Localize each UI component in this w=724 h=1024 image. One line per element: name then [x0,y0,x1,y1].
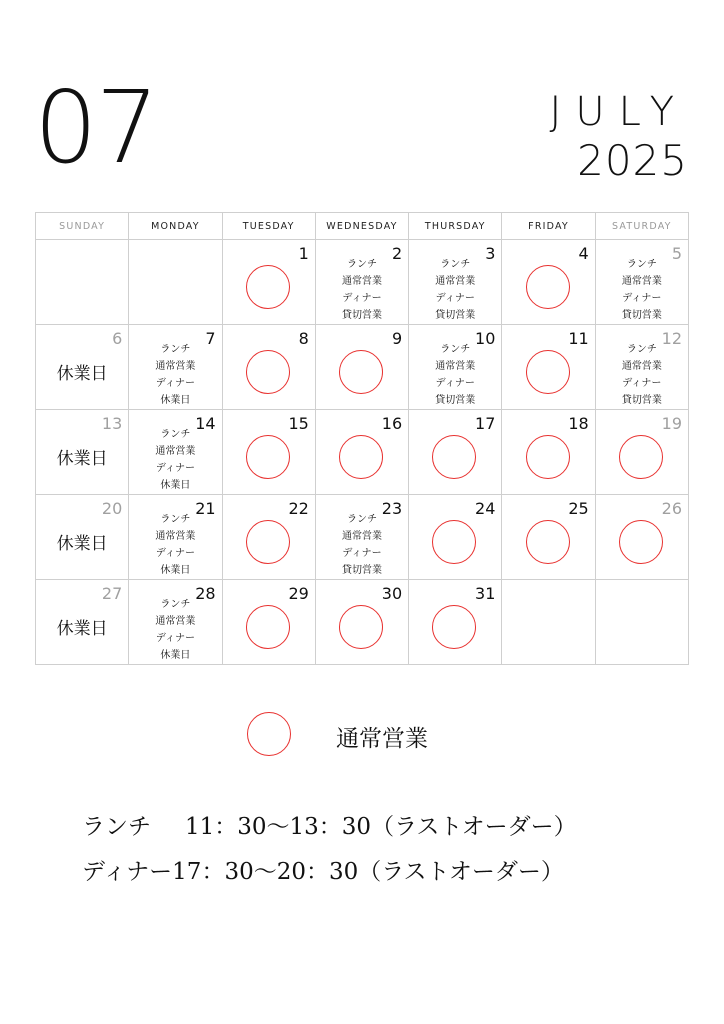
open-day-circle-icon [526,435,570,479]
closed-day-label: 休業日 [56,364,108,384]
day-cell-20 [36,495,129,580]
day-cell-23 [315,495,408,580]
closed-day-label: 休業日 [56,449,108,469]
open-day-circle-icon [246,435,290,479]
day-note-line: ランチ [160,599,191,610]
day-note-line: ディナー [155,378,196,389]
day-number: 26 [661,499,682,518]
day-number: 1 [298,244,309,263]
month-number: 07 [34,69,158,186]
day-cell-22 [222,495,315,580]
day-cell-21 [129,495,222,580]
day-note-line: 通常営業 [621,361,662,372]
day-number: 20 [101,499,123,518]
day-note-line: ディナー [435,378,475,389]
day-note-line: 通常営業 [435,361,476,372]
day-note-line: ディナー [155,463,196,474]
day-note [129,596,221,664]
day-note-line: 通常営業 [341,276,382,287]
empty-day-cell [502,580,595,665]
day-number: 10 [475,329,496,348]
day-cell-6 [36,325,129,410]
day-note-line: ランチ [160,514,191,525]
day-cell-17 [409,410,502,495]
day-number: 11 [568,329,589,348]
calendar-week-row [36,240,689,325]
weekday-header-wednesday: WEDNESDAY [315,213,408,240]
open-day-circle-icon [339,350,383,394]
day-cell-9 [315,325,408,410]
day-number: 8 [298,329,309,348]
day-number: 6 [112,329,123,348]
day-note-line: 貸切営業 [435,310,476,321]
day-note-line: ランチ [626,344,657,355]
day-note-line: 休業日 [160,565,191,576]
dinner-time: 17：30〜20：30（ラストオーダー） [172,859,564,885]
day-number: 17 [475,414,496,433]
lunch-hours [82,808,577,841]
day-number: 30 [381,584,403,603]
day-cell-13 [36,410,129,495]
open-day-circle-icon [246,350,290,394]
open-day-circle-icon [432,435,476,479]
day-cell-30 [315,580,408,665]
open-day-circle-icon [246,520,290,564]
day-note-line: 通常営業 [621,276,662,287]
day-number: 27 [101,584,123,603]
day-note [596,256,688,324]
day-cell-31 [409,580,502,665]
day-number: 24 [475,499,496,518]
day-note-line: ランチ [160,429,191,440]
day-number: 18 [568,414,589,433]
day-cell-26 [595,495,688,580]
day-note-line: 休業日 [160,480,191,491]
year: 2025 [577,136,688,185]
day-note [129,511,221,579]
dinner-hours [82,853,564,886]
day-cell-18 [502,410,595,495]
day-note-line: ディナー [435,293,475,304]
weekday-header-thursday: THURSDAY [409,213,502,240]
day-number: 14 [195,414,216,433]
weekday-header-sunday: SUNDAY [36,213,129,240]
day-note-line: ランチ [160,344,191,355]
open-day-circle-icon [526,265,570,309]
weekday-header-saturday: SATURDAY [595,213,688,240]
calendar-week-row [36,410,689,495]
day-note-line: 貸切営業 [621,395,662,406]
day-note [316,511,408,579]
day-note-line: 休業日 [160,395,191,406]
closed-day-label: 休業日 [56,534,108,554]
day-number: 2 [391,244,403,263]
day-cell-19 [595,410,688,495]
day-note-line: ランチ [440,259,471,270]
lunch-time: 11：30〜13：30（ラストオーダー） [185,814,577,840]
day-cell-11 [502,325,595,410]
day-note [409,256,501,324]
day-cell-28 [129,580,222,665]
open-day-circle-icon [246,265,290,309]
day-number: 3 [485,244,496,263]
day-cell-24 [409,495,502,580]
open-day-circle-icon [432,605,476,649]
day-number: 31 [475,584,496,603]
day-note-line: 通常営業 [155,531,196,542]
day-cell-4 [502,240,595,325]
day-number: 23 [381,499,403,518]
day-note-line: ランチ [346,259,377,270]
empty-day-cell [129,240,222,325]
lunch-label: ランチ [82,814,151,840]
day-note-line: 通常営業 [155,361,196,372]
day-note [409,341,501,409]
day-note [129,426,221,494]
open-day-circle-icon [339,435,383,479]
day-cell-15 [222,410,315,495]
day-note-line: ディナー [155,633,196,644]
legend-circle-icon [247,712,291,756]
day-number: 22 [288,499,309,518]
day-note-line: ディナー [622,293,662,304]
day-note-line: 通常営業 [155,616,196,627]
legend-label: 通常営業 [336,726,428,752]
day-number: 9 [391,329,403,348]
weekday-header-friday: FRIDAY [502,213,595,240]
day-note [316,256,408,324]
day-number: 13 [101,414,123,433]
empty-day-cell [595,580,688,665]
day-note-line: ランチ [346,514,377,525]
day-note [596,341,688,409]
day-cell-7 [129,325,222,410]
day-number: 12 [661,329,682,348]
day-note-line: 休業日 [160,650,191,661]
day-note-line: 通常営業 [155,446,196,457]
day-cell-25 [502,495,595,580]
day-cell-3 [409,240,502,325]
day-note-line: 貸切営業 [435,395,476,406]
calendar-week-row [36,580,689,665]
day-note-line: ディナー [342,293,382,304]
day-note-line: 通常営業 [341,531,382,542]
day-cell-8 [222,325,315,410]
calendar-week-row [36,325,689,410]
day-note-line: 貸切営業 [341,310,382,321]
month-name: JULY [549,89,688,135]
day-number: 16 [381,414,403,433]
day-number: 19 [661,414,682,433]
open-day-circle-icon [339,605,383,649]
weekday-header-row [36,213,689,240]
calendar-week-row [36,495,689,580]
dinner-label: ディナー [82,859,173,885]
day-cell-27 [36,580,129,665]
open-day-circle-icon [526,520,570,564]
day-cell-16 [315,410,408,495]
weekday-header-monday: MONDAY [129,213,222,240]
day-cell-10 [409,325,502,410]
day-number: 28 [195,584,216,603]
day-note-line: ディナー [622,378,662,389]
open-day-circle-icon [619,435,663,479]
day-note-line: 貸切営業 [341,565,382,576]
open-day-circle-icon [246,605,290,649]
weekday-header-tuesday: TUESDAY [222,213,315,240]
day-note-line: 通常営業 [435,276,476,287]
day-number: 7 [205,329,216,348]
day-note [129,341,221,409]
day-cell-5 [595,240,688,325]
day-note-line: ランチ [440,344,471,355]
day-cell-12 [595,325,688,410]
day-cell-1 [222,240,315,325]
day-note-line: ディナー [342,548,382,559]
day-note-line: 貸切営業 [621,310,662,321]
open-day-circle-icon [619,520,663,564]
day-number: 5 [671,244,682,263]
day-number: 29 [288,584,309,603]
day-number: 4 [578,244,589,263]
day-cell-14 [129,410,222,495]
closed-day-label: 休業日 [56,619,108,639]
day-number: 21 [195,499,216,518]
calendar-grid [35,212,689,665]
open-day-circle-icon [526,350,570,394]
day-cell-29 [222,580,315,665]
empty-day-cell [36,240,129,325]
day-cell-2 [315,240,408,325]
open-day-circle-icon [432,520,476,564]
day-number: 15 [288,414,309,433]
day-note-line: ランチ [626,259,657,270]
day-number: 25 [568,499,589,518]
day-note-line: ディナー [155,548,196,559]
